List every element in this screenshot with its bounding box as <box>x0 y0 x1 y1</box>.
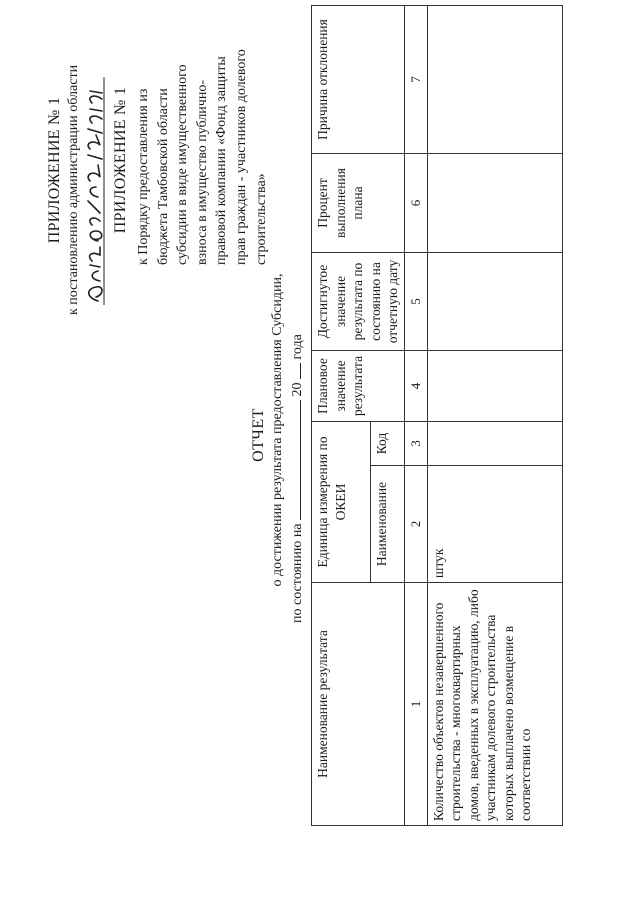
header-planned-value: Плановое значение результата <box>312 351 405 422</box>
as-of-date-blank <box>286 400 301 520</box>
report-title: ОТЧЕТ <box>250 408 267 462</box>
header-achieved-value: Достигнутое значение результата по состоянию на отчетную дату <box>312 253 405 351</box>
appendix-1-title: ПРИЛОЖЕНИЕ № 1 <box>46 96 63 244</box>
table-row <box>427 6 562 826</box>
column-number: 2 <box>404 466 427 583</box>
cell-achieved-value <box>427 253 562 351</box>
column-number: 5 <box>404 253 427 351</box>
column-number: 4 <box>404 351 427 422</box>
cell-percent-plan <box>427 154 562 253</box>
column-number: 7 <box>404 6 427 154</box>
appendix-1-order-title: ПРИЛОЖЕНИЕ № 1 <box>112 86 129 234</box>
report-subtitle: о достижении результата предоставления Субсидии, <box>270 273 285 587</box>
header-deviation-reason: Причина отклонения <box>312 6 405 154</box>
report-as-of-line <box>286 203 306 623</box>
column-number: 6 <box>404 154 427 253</box>
as-of-suffix: года <box>290 334 305 360</box>
header-unit-code: Код <box>371 422 404 466</box>
column-number: 1 <box>404 583 427 826</box>
as-of-year-prefix: 20 <box>290 382 305 397</box>
report-table <box>311 5 563 826</box>
header-row-1 <box>312 6 371 826</box>
column-number-row <box>404 6 427 826</box>
column-number: 3 <box>404 422 427 466</box>
header-unit-name: Наименование <box>371 466 404 583</box>
cell-unit-code <box>427 422 562 466</box>
header-percent-plan: Процент выполнения плана <box>312 154 405 253</box>
cell-result-name: Количество объектов незавершенного строительства - многоквартирных домов, введенных в эксплуатацию, либо участникам долевого строительства которых выплачено возмещение в соответствии со <box>427 583 562 826</box>
cell-deviation-reason <box>427 6 562 154</box>
as-of-year-blank <box>286 363 301 379</box>
cell-planned-value <box>427 351 562 422</box>
handwritten-date-number-signature <box>82 75 108 305</box>
appendix-1-order-text: к Порядку предоставления из бюджета Тамбовской области субсидии в виде имущественного взноса в имущество публично-правовой компании «Фонд защиты прав граждан - участников долевого строительства» <box>136 49 269 265</box>
header-result-name: Наименование результата <box>312 583 405 826</box>
cell-unit-name: штук <box>427 466 562 583</box>
as-of-prefix: по состоянию на <box>290 523 305 623</box>
appendix-1-reference: к постановлению администрации области <box>66 64 81 315</box>
header-unit-okei: Единица измерения по ОКЕИ <box>312 422 371 583</box>
